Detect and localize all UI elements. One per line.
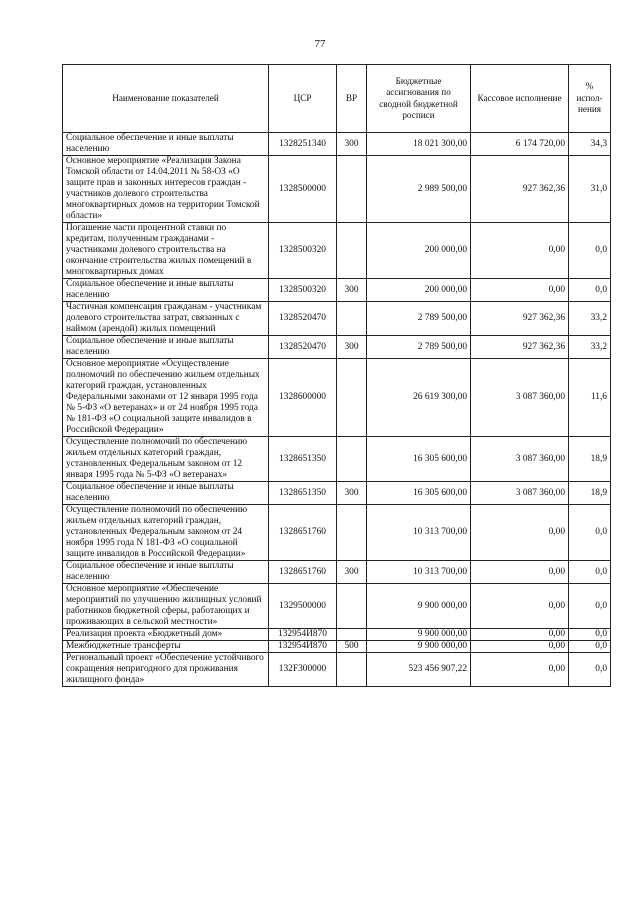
row-csr: 1328600000	[269, 359, 337, 437]
row-percent: 31,0	[569, 156, 611, 223]
table-row	[63, 653, 611, 687]
row-vr: 300	[337, 133, 367, 156]
row-csr: 1328251340	[269, 133, 337, 156]
row-cash: 0,00	[471, 505, 569, 561]
row-budget: 18 021 300,00	[367, 133, 471, 156]
row-csr: 1328500320	[269, 223, 337, 279]
header-budget: Бюджетные ассигнования по сводной бюджетной росписи	[367, 65, 471, 133]
header-percent: % испол-нения	[569, 65, 611, 133]
row-percent: 0,0	[569, 561, 611, 584]
table-row	[63, 561, 611, 584]
row-percent: 34,3	[569, 133, 611, 156]
row-budget: 2 989 500,00	[367, 156, 471, 223]
row-vr	[337, 437, 367, 482]
row-name: Социальное обеспечение и иные выплаты населению	[63, 482, 269, 505]
row-budget: 9 900 000,00	[367, 584, 471, 629]
row-vr	[337, 223, 367, 279]
table-row	[63, 302, 611, 336]
row-percent: 18,9	[569, 437, 611, 482]
row-cash: 927 362,36	[471, 336, 569, 359]
row-budget: 200 000,00	[367, 223, 471, 279]
row-vr: 300	[337, 336, 367, 359]
row-budget: 2 789 500,00	[367, 336, 471, 359]
row-vr	[337, 584, 367, 629]
row-name: Межбюджетные трансферты	[63, 641, 269, 653]
row-csr: 1328651760	[269, 505, 337, 561]
row-csr: 1328500000	[269, 156, 337, 223]
row-budget: 26 619 300,00	[367, 359, 471, 437]
table-row	[63, 505, 611, 561]
row-vr: 300	[337, 279, 367, 302]
row-vr: 300	[337, 482, 367, 505]
header-cash: Кассовое исполнение	[471, 65, 569, 133]
row-budget: 200 000,00	[367, 279, 471, 302]
row-cash: 3 087 360,00	[471, 482, 569, 505]
row-name: Реализация проекта «Бюджетный дом»	[63, 629, 269, 641]
row-cash: 0,00	[471, 561, 569, 584]
row-percent: 33,2	[569, 302, 611, 336]
table-row	[63, 629, 611, 641]
header-csr: ЦСР	[269, 65, 337, 133]
row-vr	[337, 302, 367, 336]
table-row	[63, 584, 611, 629]
page-number: 77	[314, 38, 326, 50]
row-budget: 9 900 000,00	[367, 641, 471, 653]
table-header-row	[63, 65, 611, 133]
row-cash: 3 087 360,00	[471, 437, 569, 482]
row-budget: 10 313 700,00	[367, 561, 471, 584]
row-percent: 0,0	[569, 584, 611, 629]
row-cash: 0,00	[471, 629, 569, 641]
row-name: Социальное обеспечение и иные выплаты населению	[63, 561, 269, 584]
row-csr: 1328651350	[269, 437, 337, 482]
row-name: Региональный проект «Обеспечение устойчивого сокращения непригодного для проживания жилищного фонда»	[63, 653, 269, 687]
row-vr	[337, 505, 367, 561]
row-name: Социальное обеспечение и иные выплаты населению	[63, 279, 269, 302]
row-name: Погашение части процентной ставки по кредитам, полученным гражданами - участниками долевого строительства на окончание строительства жилых помещений в многоквартирных домах	[63, 223, 269, 279]
row-cash: 0,00	[471, 223, 569, 279]
row-csr: 132F300000	[269, 653, 337, 687]
row-cash: 0,00	[471, 641, 569, 653]
row-vr	[337, 359, 367, 437]
row-percent: 0,0	[569, 279, 611, 302]
row-name: Основное мероприятие «Реализация Закона Томской области от 14.04.2011 № 58-ОЗ «О защите прав и законных интересов граждан - участников долевого строительства многоквартирных домов на территории Томской области»	[63, 156, 269, 223]
row-percent: 33,2	[569, 336, 611, 359]
table-row	[63, 359, 611, 437]
row-budget: 10 313 700,00	[367, 505, 471, 561]
row-cash: 3 087 360,00	[471, 359, 569, 437]
row-name: Социальное обеспечение и иные выплаты населению	[63, 133, 269, 156]
table-row	[63, 279, 611, 302]
table-row	[63, 482, 611, 505]
row-csr: 1328520470	[269, 302, 337, 336]
header-vr: ВР	[337, 65, 367, 133]
row-name: Частичная компенсация гражданам - участникам долевого строительства затрат, связанных с наймом (арендой) жилых помещений	[63, 302, 269, 336]
row-csr: 132954И870	[269, 629, 337, 641]
row-csr: 132954И870	[269, 641, 337, 653]
row-vr	[337, 653, 367, 687]
row-percent: 0,0	[569, 641, 611, 653]
row-csr: 1328500320	[269, 279, 337, 302]
row-vr: 300	[337, 561, 367, 584]
row-name: Осуществление полномочий по обеспечению жильем отдельных категорий граждан, установленных Федеральным законом от 12 января 1995 года № 5-ФЗ «О ветеранах»	[63, 437, 269, 482]
row-cash: 6 174 720,00	[471, 133, 569, 156]
row-name: Основное мероприятие «Обеспечение мероприятий по улучшению жилищных условий работников бюджетной сферы, работающих и проживающих в сельской местности»	[63, 584, 269, 629]
row-budget: 2 789 500,00	[367, 302, 471, 336]
row-vr	[337, 629, 367, 641]
row-csr: 1328651350	[269, 482, 337, 505]
row-name: Осуществление полномочий по обеспечению жильем отдельных категорий граждан, установленных Федеральным законом от 24 ноября 1995 года N 181-ФЗ «О социальной защите инвалидов в Российской Федерации»	[63, 505, 269, 561]
row-budget: 9 900 000,00	[367, 629, 471, 641]
table-row	[63, 156, 611, 223]
table-row	[63, 437, 611, 482]
row-percent: 0,0	[569, 505, 611, 561]
row-vr	[337, 156, 367, 223]
table-row	[63, 133, 611, 156]
row-csr: 1328520470	[269, 336, 337, 359]
row-name: Основное мероприятие «Осуществление полномочий по обеспечению жильем отдельных категорий граждан, установленных Федеральными законами от 12 января 1995 года № 5-ФЗ «О ветеранах» и от 24 ноября 1995 года № 181-ФЗ «О социальной защите инвалидов в Российской Федерации»	[63, 359, 269, 437]
row-percent: 0,0	[569, 223, 611, 279]
row-csr: 1329500000	[269, 584, 337, 629]
table-row	[63, 223, 611, 279]
row-name: Социальное обеспечение и иные выплаты населению	[63, 336, 269, 359]
row-budget: 16 305 600,00	[367, 482, 471, 505]
table-row	[63, 336, 611, 359]
row-cash: 0,00	[471, 584, 569, 629]
row-cash: 0,00	[471, 279, 569, 302]
row-cash: 0,00	[471, 653, 569, 687]
budget-execution-table	[62, 64, 611, 687]
header-name: Наименование показателей	[63, 65, 269, 133]
row-cash: 927 362,36	[471, 156, 569, 223]
row-percent: 0,0	[569, 629, 611, 641]
row-percent: 18,9	[569, 482, 611, 505]
table-row	[63, 641, 611, 653]
row-vr: 500	[337, 641, 367, 653]
row-budget: 523 456 907,22	[367, 653, 471, 687]
row-percent: 0,0	[569, 653, 611, 687]
row-cash: 927 362,36	[471, 302, 569, 336]
row-csr: 1328651760	[269, 561, 337, 584]
row-budget: 16 305 600,00	[367, 437, 471, 482]
row-percent: 11,6	[569, 359, 611, 437]
